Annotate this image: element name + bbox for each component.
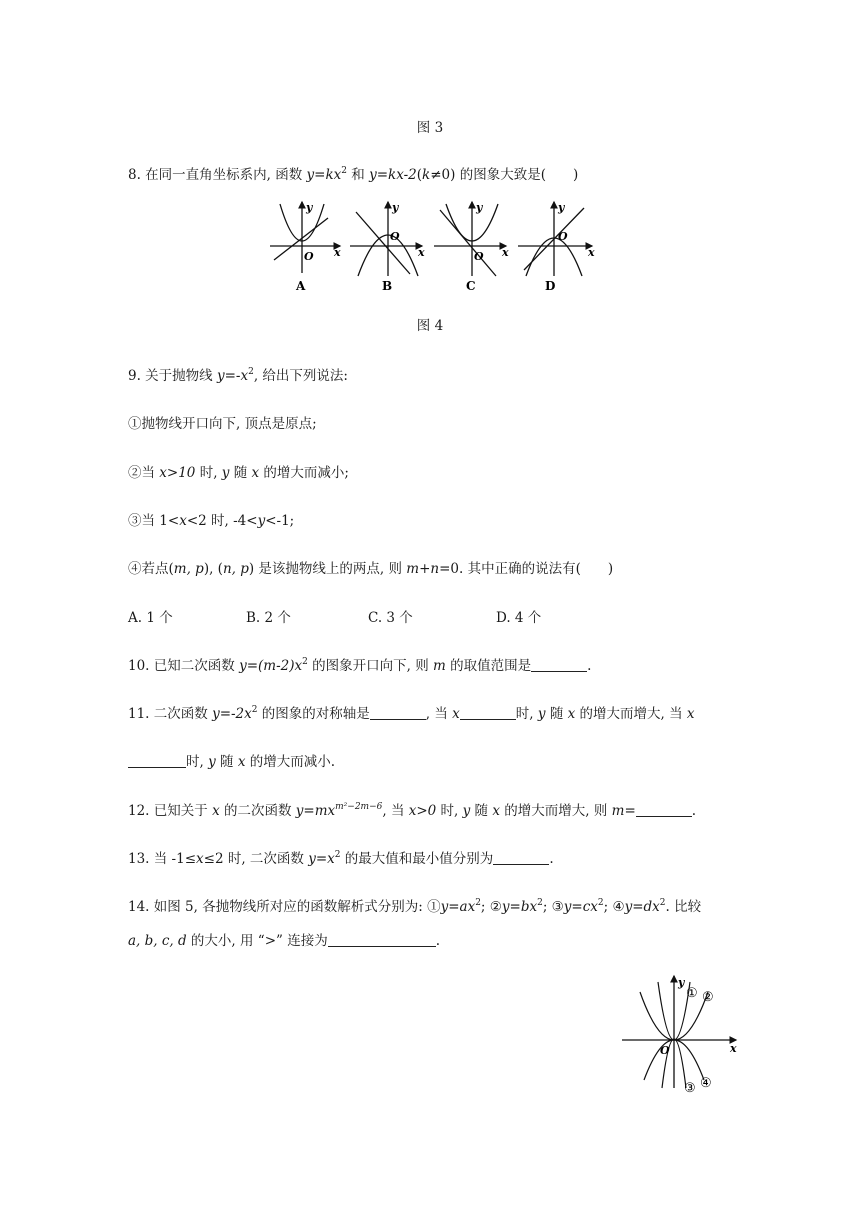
q9-text: ) 是该抛物线上的两点, 则 [248, 561, 407, 577]
q12-func: y=mx [295, 803, 336, 819]
q14-text: 14. 如图 5, 各抛物线所对应的函数解析式分别为: ① [128, 899, 441, 915]
q14-text: 的大小, 用 “>” 连接为 [186, 933, 328, 949]
graph-d-y-label: y [558, 201, 565, 214]
q11-var: y [208, 754, 216, 770]
option-a-label: A [296, 279, 306, 293]
q13-text: ≤2 时, 二次函数 [203, 851, 309, 867]
q10-text: 的图象开口向下, 则 [307, 658, 434, 674]
q11-text: , 当 [425, 706, 453, 722]
q10-func: y=(m-2)x [239, 658, 303, 674]
q9-var: x [251, 465, 260, 481]
q12-text: 随 [470, 803, 493, 819]
option-b-label: B [382, 279, 393, 293]
q9-text: 的增大而减小; [259, 465, 349, 481]
graph-d-origin-label: O [558, 230, 568, 243]
q14-text: ; ② [480, 899, 502, 915]
q12-var: m [611, 803, 625, 819]
question-12 [128, 799, 696, 819]
q11-var: x [452, 706, 460, 722]
q9-text: <2 时, -4< [186, 513, 258, 529]
fig5-x-label: x [730, 1042, 737, 1055]
figure-3-caption: 图 3 [416, 120, 444, 136]
graph-a-y-label: y [306, 201, 313, 214]
q14-answer-blank[interactable] [328, 932, 436, 947]
q9-var: y [221, 465, 230, 481]
q12-text: = [624, 803, 636, 819]
q14-text: ; ③ [542, 899, 564, 915]
q9-var: y [257, 513, 266, 529]
q9-text: ②当 [128, 465, 160, 481]
q13-func: y=x [308, 851, 335, 867]
q8-func1: y=kx [306, 167, 342, 183]
q9-text: 时, [195, 465, 222, 481]
figure-5-graph [618, 970, 748, 1094]
q13-answer-blank[interactable] [493, 850, 549, 865]
q8-text: ≠0) 的图象大致是( ) [430, 167, 579, 183]
graph-a-origin-label: O [304, 250, 314, 263]
q12-math: x>0 [408, 803, 437, 819]
fig5-label-2: ② [702, 990, 714, 1005]
graph-a-x-label: x [334, 246, 341, 259]
question-8: 8. 在同一直角坐标系内, 函数 $y=kx^2$ 和 y=kx-2(k≠0) 的图象大致是( ) [128, 166, 579, 183]
fig5-label-4: ④ [700, 1076, 712, 1091]
q11-var: x [237, 754, 246, 770]
q9-text: =0. 其中正确的说法有( ) [439, 561, 614, 577]
fig5-label-1: ① [686, 986, 698, 1001]
q11-increase-blank[interactable] [460, 705, 516, 720]
graph-b-y-label: y [392, 201, 399, 214]
graph-option-a [270, 201, 341, 293]
q10-text: 的取值范围是 [445, 658, 532, 674]
question-9-statement-3 [128, 509, 294, 529]
q14-func: y=ax [440, 899, 476, 915]
q14-text: ; ④ [603, 899, 625, 915]
q9-choice-a: A. 1 个 [128, 610, 173, 626]
q8-text: ( [416, 167, 423, 183]
q14-func: y=bx [501, 899, 538, 915]
q9-choice-d: D. 4 个 [496, 610, 542, 626]
q11-var: y [537, 706, 546, 722]
q9-var: x [179, 513, 187, 529]
option-c-label: C [466, 279, 476, 293]
q8-text: 和 [347, 167, 370, 183]
question-13: 13. 当 -1≤x≤2 时, 二次函数 $y=x^2$ 的最大值和最小值分别为 . [128, 850, 554, 867]
q11-decrease-blank[interactable] [128, 753, 186, 768]
q11-var: x [686, 706, 695, 722]
q12-answer-blank[interactable] [636, 802, 692, 817]
graph-option-d [518, 201, 595, 293]
q9-text: 随 [229, 465, 252, 481]
graph-c-origin-label: O [474, 250, 484, 263]
q8-text: 8. 在同一直角坐标系内, 函数 [128, 167, 307, 183]
q9-point: n, p [222, 561, 249, 577]
q14-vars: a, b, c, d [128, 933, 187, 949]
q10-text: 10. 已知二次函数 [128, 658, 240, 674]
q12-text: . [691, 803, 697, 819]
figure-4-caption: 图 4 [416, 318, 444, 334]
q11-text: 的增大而减小. [245, 754, 336, 770]
q12-var: x [492, 803, 500, 819]
q10-var: m [433, 658, 446, 674]
q9-point: m, p [173, 561, 204, 577]
q11-text: 11. 二次函数 [128, 706, 213, 722]
q12-text: 的二次函数 [219, 803, 296, 819]
question-9-statement-1: ①抛物线开口向下, 顶点是原点; [128, 416, 317, 432]
q11-text: 随 [215, 754, 238, 770]
q10-answer-blank[interactable] [531, 657, 587, 672]
q12-text: 时, [436, 803, 463, 819]
fig5-y-label: y [678, 976, 685, 989]
q12-text: , 当 [382, 803, 409, 819]
q12-var: x [212, 803, 220, 819]
q13-var: x [196, 851, 204, 867]
fig5-label-3: ③ [684, 1081, 696, 1094]
q13-text: 13. 当 -1≤ [128, 851, 197, 867]
q9-text: 9. 关于抛物线 [128, 368, 217, 384]
q10-text: . [587, 658, 592, 674]
graph-b-x-label: x [418, 246, 425, 259]
q14-text: . 比较 [665, 899, 702, 915]
graph-c-x-label: x [502, 246, 509, 259]
q14-func: y=dx [624, 899, 660, 915]
question-14-line-1: 14. 如图 5, 各抛物线所对应的函数解析式分别为: $①y=ax^2$; $②y=bx^2$; $③y=cx^2$; $④y=dx^2$. 比较 [128, 898, 702, 915]
q11-var: x [567, 706, 576, 722]
q9-choice-b: B. 2 个 [246, 610, 291, 626]
graph-b-origin-label: O [390, 230, 400, 243]
question-10: 10. 已知二次函数 $y=(m-2)x^2$ 的图象开口向下, 则 m 的取值范围是 . [128, 657, 592, 674]
q9-text: ), ( [203, 561, 223, 577]
question-9-statement-2 [128, 461, 349, 481]
graph-option-b [350, 201, 425, 293]
q12-var: y [462, 803, 471, 819]
question-9-statement-4 [128, 557, 613, 577]
question-11-line-2 [128, 750, 335, 770]
q9-text: <-1; [265, 513, 295, 529]
q11-text: 的增大而增大, 当 [575, 706, 687, 722]
q9-choice-c: C. 3 个 [368, 610, 413, 626]
q9-text: ③当 1< [128, 513, 180, 529]
graph-c-y-label: y [476, 201, 483, 214]
q9-math: m+n [406, 561, 440, 577]
q8-func2: y=kx-2 [369, 167, 417, 183]
fig5-origin-label: O [660, 1044, 670, 1057]
q9-text: , 给出下列说法: [253, 368, 348, 384]
q12-exponent: m²−2m−6 [335, 802, 383, 812]
q9-func: y=-x [216, 368, 249, 384]
question-14-line-2 [128, 929, 440, 949]
q11-axis-blank[interactable] [370, 705, 426, 720]
q14-text: . [435, 933, 441, 949]
q13-text: 的最大值和最小值分别为 [340, 851, 494, 867]
question-9-stem: 9. 关于抛物线 $y=-x^2$, 给出下列说法: [128, 367, 348, 384]
figure-4-graphs [262, 198, 602, 298]
q8-k: k [422, 167, 431, 183]
q12-text: 12. 已知关于 [128, 803, 213, 819]
question-11-line-1: 11. 二次函数 $y=-2x^2$ 的图象的对称轴是 , 当 x 时, y 随 x 的增大而增大, 当 x [128, 705, 695, 722]
option-d-label: D [545, 279, 556, 293]
graph-option-c [434, 201, 509, 293]
q13-text: . [549, 851, 554, 867]
q14-func: y=cx [563, 899, 598, 915]
q11-func: y=-2x [212, 706, 252, 722]
graph-d-x-label: x [588, 246, 595, 259]
q11-text: 时, [186, 754, 209, 770]
q9-math: x>10 [159, 465, 196, 481]
q12-text: 的增大而增大, 则 [499, 803, 612, 819]
q11-text: 的图象的对称轴是 [257, 706, 370, 722]
q9-text: ④若点( [128, 561, 174, 577]
q11-text: 随 [545, 706, 568, 722]
q11-text: 时, [515, 706, 538, 722]
